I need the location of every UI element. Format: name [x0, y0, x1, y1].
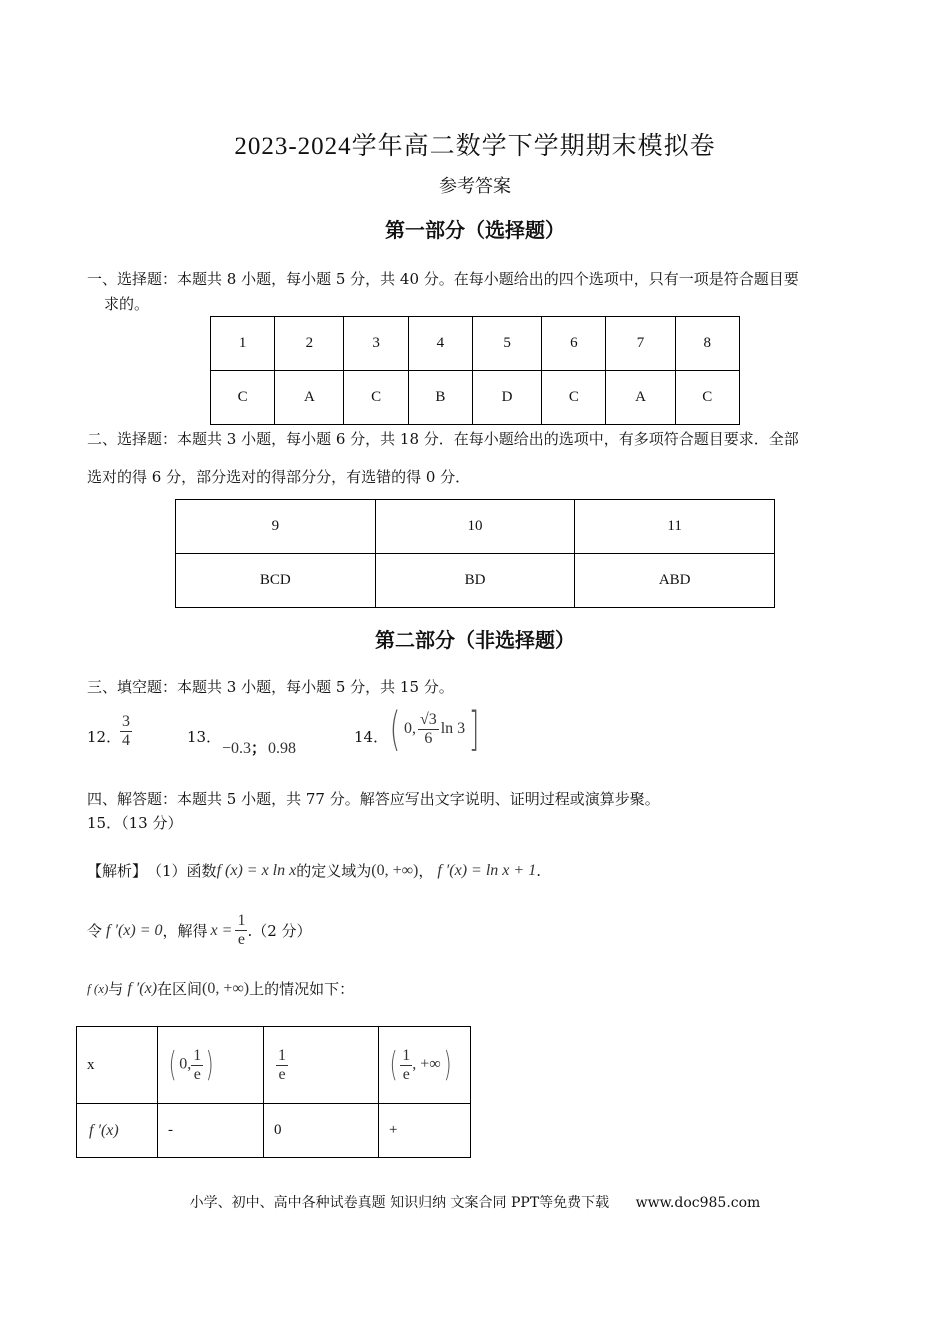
- interval-right-bound: , +∞: [412, 1055, 441, 1073]
- analysis-line1: [87, 860, 541, 882]
- q12-numerator: 3: [122, 713, 130, 730]
- analysis-text: ，: [418, 862, 434, 880]
- q12-label: 12．: [87, 728, 122, 746]
- table-header-derivative: [77, 1104, 158, 1158]
- q12-answer: [120, 713, 132, 750]
- q14-label: 14．: [354, 728, 389, 746]
- table-cell: BD: [375, 554, 575, 608]
- table-cell: -: [158, 1104, 264, 1158]
- table-cell: 4: [408, 317, 472, 371]
- interval-numerator: 1: [402, 1046, 411, 1064]
- page-footer: [0, 1192, 950, 1212]
- q12-denominator: 4: [122, 732, 130, 749]
- left-paren-icon: (: [168, 1045, 177, 1085]
- table-cell: C: [675, 371, 739, 425]
- table-cell: C: [344, 371, 408, 425]
- derivative-symbol: f ′(x): [89, 1121, 119, 1139]
- table-cell: 6: [542, 317, 606, 371]
- table-cell: D: [473, 371, 542, 425]
- solution-variable: x =: [210, 921, 233, 939]
- table-cell: 5: [473, 317, 542, 371]
- domain-interval: (0, +∞): [202, 980, 250, 997]
- table-cell: C: [211, 371, 275, 425]
- right-paren-icon: ): [443, 1045, 452, 1085]
- table-cell: +: [379, 1104, 471, 1158]
- section3-intro: 三、填空题：本题共 3 小题，每小题 5 分，共 15 分。: [87, 678, 454, 696]
- section2-answer-table: [175, 499, 775, 608]
- solution-denominator: e: [237, 931, 245, 948]
- analysis-text: 上的情况如下：: [249, 980, 355, 998]
- table-cell: [264, 1027, 379, 1104]
- part2-heading: 第二部分（非选择题）: [375, 628, 575, 652]
- section4-intro: 四、解答题：本题共 5 小题，共 77 分。解答应写出文字说明、证明过程或演算步聚。: [87, 790, 660, 808]
- analysis-text: 与: [108, 980, 124, 998]
- analysis-text: ，解得: [162, 921, 208, 940]
- table-header-x: x: [77, 1027, 158, 1104]
- footer-url[interactable]: www.doc985.com: [635, 1195, 761, 1211]
- q13-answer-a: −0.3: [222, 740, 252, 757]
- q13-label: 13．: [187, 728, 222, 746]
- footer-text: 小学、初中、高中各种试卷真题 知识归纳 文案合同 PPT等免费下载: [189, 1195, 610, 1211]
- left-paren-icon: (: [389, 702, 401, 756]
- monotonicity-table: [76, 1026, 471, 1158]
- table-cell: B: [408, 371, 472, 425]
- table-cell: ABD: [575, 554, 775, 608]
- section1-intro-line2: 求的。: [104, 295, 150, 313]
- right-bracket-icon: ]: [468, 702, 480, 756]
- table-cell: 9: [176, 500, 376, 554]
- q14-ln-term: ln 3: [440, 720, 466, 737]
- table-cell: C: [542, 371, 606, 425]
- table-cell: 3: [344, 317, 408, 371]
- derivative-symbol: f ′(x): [127, 980, 158, 997]
- table-cell: [379, 1027, 471, 1104]
- q14-left-bound: 0,: [403, 720, 416, 737]
- analysis-line2: [87, 912, 312, 949]
- interval-numerator: 1: [193, 1046, 202, 1064]
- analysis-line3: [87, 978, 354, 1000]
- table-cell: 8: [675, 317, 739, 371]
- q15-label: 15．（13 分）: [87, 814, 183, 832]
- section2-intro-line2: 选对的得 6 分，部分选对的得部分分，有选错的得 0 分．: [87, 468, 471, 486]
- critical-point-denominator: e: [278, 1065, 286, 1083]
- analysis-tag: 【解析】: [87, 862, 148, 880]
- q14-denominator: 6: [424, 729, 433, 747]
- function-symbol: f (x): [87, 981, 109, 996]
- analysis-text: 令: [87, 921, 103, 940]
- analysis-text: .（2 分）: [247, 921, 312, 940]
- q14-numerator: √3: [419, 710, 437, 728]
- document-subtitle: 参考答案: [439, 176, 511, 197]
- domain-interval: (0, +∞): [371, 862, 419, 879]
- q13-answer-b: 0.98: [268, 740, 297, 757]
- table-cell: BCD: [176, 554, 376, 608]
- interval-denominator: e: [193, 1065, 201, 1083]
- analysis-text: 在区间: [157, 980, 203, 998]
- analysis-text: （1）函数: [147, 862, 217, 880]
- analysis-text: .: [536, 862, 541, 880]
- part1-heading: 第一部分（选择题）: [385, 218, 565, 242]
- section2-intro-line1: 二、选择题：本题共 3 小题，每小题 6 分，共 18 分．在每小题给出的选项中，有多项符合题目要求．全部: [87, 430, 799, 448]
- analysis-text: 的定义域为: [296, 862, 372, 880]
- table-cell: 10: [375, 500, 575, 554]
- table-cell: 0: [264, 1104, 379, 1158]
- interval-denominator: e: [402, 1065, 410, 1083]
- table-cell: A: [606, 371, 675, 425]
- table-cell: 1: [211, 317, 275, 371]
- derivative-equation: f ′(x) = 0: [106, 921, 163, 939]
- q13-answer: [222, 737, 296, 759]
- derivative-expression: f ′(x) = ln x + 1: [437, 862, 537, 879]
- solution-numerator: 1: [237, 912, 246, 929]
- right-paren-icon: ): [205, 1045, 214, 1085]
- function-definition: f (x) = x ln x: [216, 862, 297, 879]
- document-title: 2023-2024学年高二数学下学期期末模拟卷: [234, 133, 716, 160]
- table-cell: A: [275, 371, 344, 425]
- critical-point-numerator: 1: [278, 1046, 286, 1064]
- table-cell: [158, 1027, 264, 1104]
- table-cell: 2: [275, 317, 344, 371]
- interval-left-bound: 0,: [179, 1055, 192, 1073]
- q14-answer: [386, 700, 483, 758]
- table-cell: 7: [606, 317, 675, 371]
- section1-intro-line1: 一、选择题：本题共 8 小题，每小题 5 分，共 40 分。在每小题给出的四个选项中，只有一项是符合题目要: [87, 270, 799, 288]
- table-cell: 11: [575, 500, 775, 554]
- section1-answer-table: [210, 316, 740, 425]
- q13-separator: ；: [251, 739, 267, 757]
- left-paren-icon: (: [389, 1045, 398, 1085]
